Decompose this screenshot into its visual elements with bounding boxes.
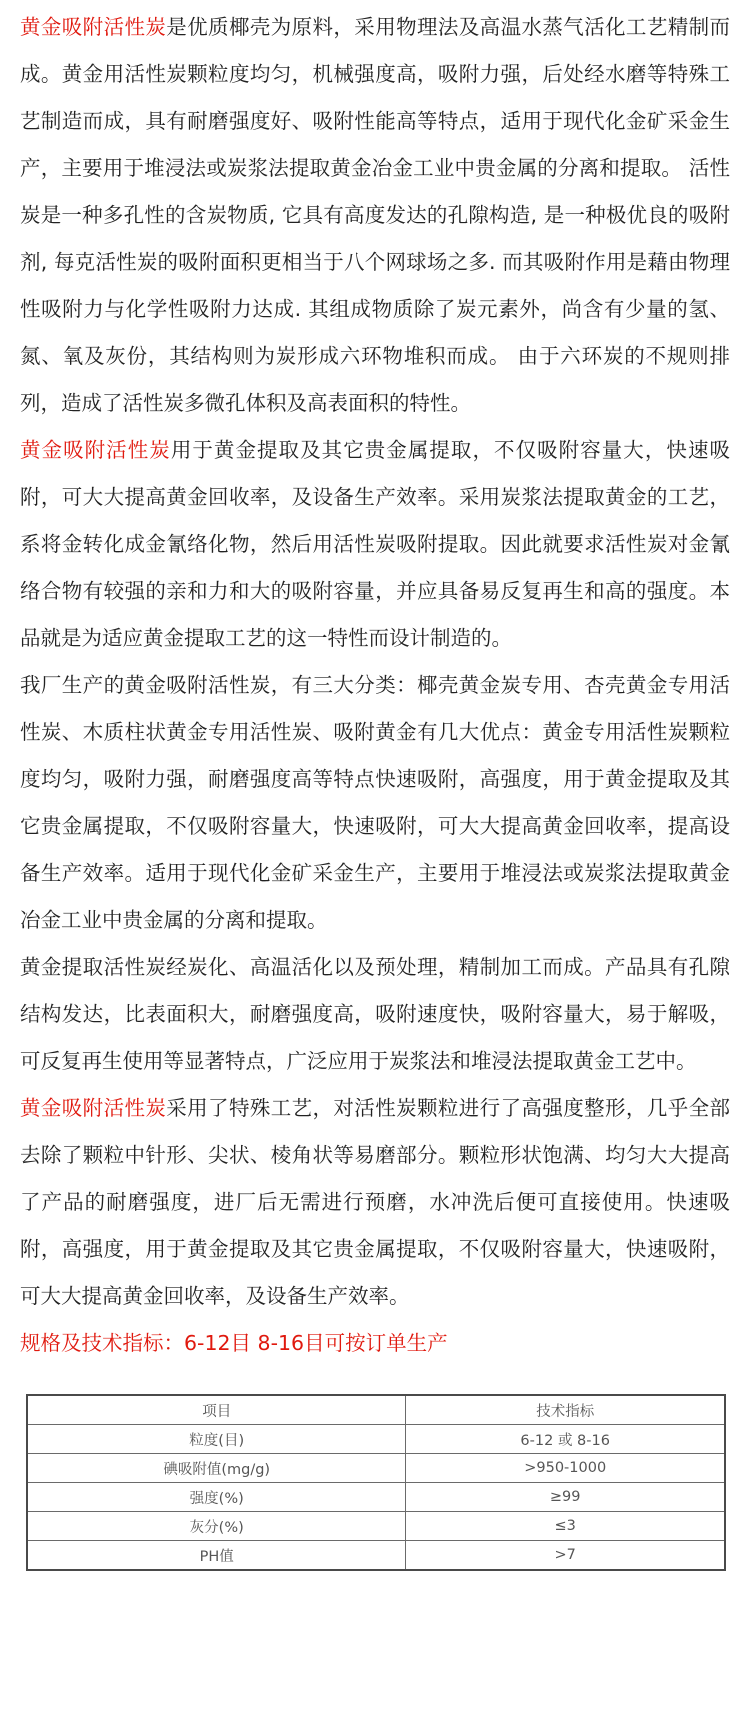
paragraph-text: 黄金提取活性炭经炭化、高温活化以及预处理，精制加工而成。产品具有孔隙结构发达，比表面积大，耐磨强度高，吸附速度快，吸附容量大，易于解吸，可反复再生使用等显著特点，广泛应用于炭浆法和堆浸法提取黄金工艺中。	[20, 955, 730, 1073]
paragraph-intro	[20, 4, 730, 427]
table-header-cell: 项目	[27, 1395, 406, 1425]
table-cell-item: 粒度(目)	[27, 1425, 406, 1454]
paragraph-categories	[20, 662, 730, 944]
table-cell-value: ≤3	[406, 1512, 725, 1541]
table-cell-item: PH值	[27, 1541, 406, 1571]
paragraph-shaping	[20, 1085, 730, 1320]
spec-heading: 规格及技术指标：6-12目 8-16目可按订单生产	[20, 1331, 448, 1355]
paragraph-text: 我厂生产的黄金吸附活性炭，有三大分类：椰壳黄金炭专用、杏壳黄金专用活性炭、木质柱状黄金专用活性炭、吸附黄金有几大优点：黄金专用活性炭颗粒度均匀，吸附力强，耐磨强度高等特点快速吸附，高强度，用于黄金提取及其它贵金属提取，不仅吸附容量大，快速吸附，可大大提高黄金回收率，提高设备生产效率。适用于现代化金矿采金生产，主要用于堆浸法或炭浆法提取黄金冶金工业中贵金属的分离和提取。	[20, 673, 730, 932]
table-cell-value: >950-1000	[406, 1454, 725, 1483]
table-header-cell: 技术指标	[406, 1395, 725, 1425]
table-row	[27, 1512, 725, 1541]
paragraph-text: 采用了特殊工艺，对活性炭颗粒进行了高强度整形，几乎全部去除了颗粒中针形、尖状、棱角状等易磨部分。颗粒形状饱满、均匀大大提高了产品的耐磨强度，进厂后无需进行预磨，水冲洗后便可直接使用。快速吸附，高强度，用于黄金提取及其它贵金属提取，不仅吸附容量大，快速吸附，可大大提高黄金回收率，及设备生产效率。	[20, 1096, 731, 1308]
table-cell-item: 碘吸附值(mg/g)	[27, 1454, 406, 1483]
table-row	[27, 1454, 725, 1483]
highlight-keyword: 黄金吸附活性炭	[20, 1096, 167, 1120]
table-row	[27, 1425, 725, 1454]
spec-table	[26, 1394, 726, 1571]
highlight-keyword: 黄金吸附活性炭	[20, 15, 167, 39]
table-cell-value: >7	[406, 1541, 725, 1571]
table-row	[27, 1483, 725, 1512]
table-cell-item: 灰分(%)	[27, 1512, 406, 1541]
paragraph-process	[20, 944, 730, 1085]
table-header-row	[27, 1395, 725, 1425]
paragraph-text: 是优质椰壳为原料，采用物理法及高温水蒸气活化工艺精制而成。黄金用活性炭颗粒度均匀，机械强度高，吸附力强，后处经水磨等特殊工艺制造而成，具有耐磨强度好、吸附性能高等特点，适用于现代化金矿采金生产，主要用于堆浸法或炭浆法提取黄金冶金工业中贵金属的分离和提取。 活性炭是一种多孔性的含炭物质, 它具有高度发达的孔隙构造, 是一种极优良的吸附剂, 每克活性炭的吸附面积更相当于八个网球场之多. 而其吸附作用是藉由物理性吸附力与化学性吸附力达成. 其组成物质除了炭元素外，尚含有少量的氢、氮、氧及灰份，其结构则为炭形成六环物堆积而成。 由于六环炭的不规则排列，造成了活性炭多微孔体积及高表面积的特性。	[20, 15, 731, 415]
highlight-keyword: 黄金吸附活性炭	[20, 438, 171, 462]
paragraph-text: 用于黄金提取及其它贵金属提取，不仅吸附容量大，快速吸附，可大大提高黄金回收率，及设备生产效率。采用炭浆法提取黄金的工艺，系将金转化成金氰络化物，然后用活性炭吸附提取。因此就要求活性炭对金氰络合物有较强的亲和力和大的吸附容量，并应具备易反复再生和高的强度。本品就是为适应黄金提取工艺的这一特性而设计制造的。	[20, 438, 730, 650]
table-cell-item: 强度(%)	[27, 1483, 406, 1512]
table-row	[27, 1541, 725, 1571]
table-cell-value: 6-12 或 8-16	[406, 1425, 725, 1454]
table-cell-value: ≥99	[406, 1483, 725, 1512]
paragraph-usage	[20, 427, 730, 662]
